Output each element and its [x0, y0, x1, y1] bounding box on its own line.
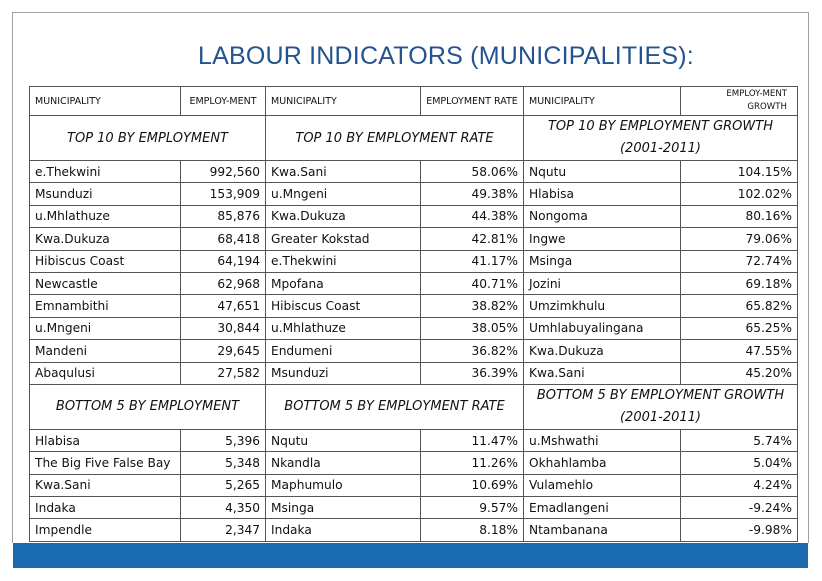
employment-cell: 2,347 — [181, 519, 266, 541]
employment-rate-cell: 44.38% — [421, 205, 524, 227]
municipality-cell: Vulamehlo — [524, 474, 681, 496]
section-header-row — [30, 384, 798, 429]
municipality-cell: Msinga — [266, 497, 421, 519]
municipality-cell: u.Mngeni — [30, 317, 181, 339]
municipality-cell: Newcastle — [30, 272, 181, 294]
employment-growth-cell: -9.24% — [681, 497, 798, 519]
column-header: EMPLOY-MENT GROWTH — [681, 87, 798, 116]
employment-cell: 153,909 — [181, 183, 266, 205]
municipality-cell: Ntambanana — [524, 519, 681, 541]
employment-rate-cell: 42.81% — [421, 228, 524, 250]
table-row — [30, 161, 798, 183]
municipality-cell: e.Thekwini — [266, 250, 421, 272]
section-header-row — [30, 116, 798, 161]
municipality-cell: Mpofana — [266, 272, 421, 294]
page-title: LABOUR INDICATORS (MUNICIPALITIES): — [198, 42, 694, 70]
employment-cell: 27,582 — [181, 362, 266, 384]
municipality-cell: u.Mhlathuze — [30, 205, 181, 227]
municipality-cell: Umzimkhulu — [524, 295, 681, 317]
employment-cell: 5,265 — [181, 474, 266, 496]
employment-growth-cell: 47.55% — [681, 340, 798, 362]
municipality-cell: Mandeni — [30, 340, 181, 362]
table-row — [30, 295, 798, 317]
employment-cell: 62,968 — [181, 272, 266, 294]
employment-growth-cell: 4.24% — [681, 474, 798, 496]
municipality-cell: Emnambithi — [30, 295, 181, 317]
employment-growth-cell: 69.18% — [681, 272, 798, 294]
employment-growth-cell: 102.02% — [681, 183, 798, 205]
table-row — [30, 452, 798, 474]
table-row — [30, 228, 798, 250]
section-label: TOP 10 BY EMPLOYMENT RATE — [266, 116, 524, 161]
footer-bar — [13, 543, 808, 568]
municipality-cell: Jozini — [524, 272, 681, 294]
employment-rate-cell: 8.18% — [421, 519, 524, 541]
employment-cell: 992,560 — [181, 161, 266, 183]
employment-rate-cell: 49.38% — [421, 183, 524, 205]
employment-cell: 29,645 — [181, 340, 266, 362]
table-row — [30, 340, 798, 362]
table-row — [30, 317, 798, 339]
employment-cell: 5,348 — [181, 452, 266, 474]
municipality-cell: Umhlabuyalingana — [524, 317, 681, 339]
municipality-cell: Hibiscus Coast — [266, 295, 421, 317]
municipality-cell: Hibiscus Coast — [30, 250, 181, 272]
employment-growth-cell: 80.16% — [681, 205, 798, 227]
municipality-cell: Indaka — [266, 519, 421, 541]
municipality-cell: Maphumulo — [266, 474, 421, 496]
column-header: EMPLOYMENT RATE — [421, 87, 524, 116]
municipality-cell: Msunduzi — [266, 362, 421, 384]
municipality-cell: Hlabisa — [30, 429, 181, 451]
municipality-cell: Impendle — [30, 519, 181, 541]
municipality-cell: Nkandla — [266, 452, 421, 474]
column-header: EMPLOY-MENT — [181, 87, 266, 116]
employment-growth-cell: 45.20% — [681, 362, 798, 384]
table-row — [30, 183, 798, 205]
column-header: MUNICIPALITY — [524, 87, 681, 116]
section-label: BOTTOM 5 BY EMPLOYMENT RATE — [266, 384, 524, 429]
employment-growth-cell: 79.06% — [681, 228, 798, 250]
municipality-cell: Hlabisa — [524, 183, 681, 205]
employment-growth-cell: 104.15% — [681, 161, 798, 183]
employment-rate-cell: 41.17% — [421, 250, 524, 272]
municipality-cell: Ingwe — [524, 228, 681, 250]
table-row — [30, 205, 798, 227]
labour-indicators-table — [29, 86, 798, 542]
table-row — [30, 497, 798, 519]
employment-cell: 85,876 — [181, 205, 266, 227]
employment-rate-cell: 38.82% — [421, 295, 524, 317]
table-row — [30, 362, 798, 384]
section-label: TOP 10 BY EMPLOYMENT — [30, 116, 266, 161]
section-label: BOTTOM 5 BY EMPLOYMENT GROWTH (2001-2011) — [524, 384, 798, 429]
municipality-cell: Okhahlamba — [524, 452, 681, 474]
municipality-cell: Kwa.Sani — [30, 474, 181, 496]
column-header: MUNICIPALITY — [30, 87, 181, 116]
municipality-cell: e.Thekwini — [30, 161, 181, 183]
municipality-cell: Nqutu — [266, 429, 421, 451]
table-row — [30, 474, 798, 496]
municipality-cell: Kwa.Dukuza — [30, 228, 181, 250]
table-row — [30, 272, 798, 294]
municipality-cell: u.Mhlathuze — [266, 317, 421, 339]
table-row — [30, 519, 798, 541]
employment-growth-cell: -9.98% — [681, 519, 798, 541]
employment-cell: 47,651 — [181, 295, 266, 317]
municipality-cell: u.Mngeni — [266, 183, 421, 205]
column-header-row — [30, 87, 798, 116]
municipality-cell: u.Mshwathi — [524, 429, 681, 451]
employment-cell: 68,418 — [181, 228, 266, 250]
municipality-cell: The Big Five False Bay — [30, 452, 181, 474]
employment-rate-cell: 40.71% — [421, 272, 524, 294]
municipality-cell: Endumeni — [266, 340, 421, 362]
employment-rate-cell: 11.26% — [421, 452, 524, 474]
employment-growth-cell: 5.74% — [681, 429, 798, 451]
municipality-cell: Emadlangeni — [524, 497, 681, 519]
employment-growth-cell: 65.82% — [681, 295, 798, 317]
employment-cell: 30,844 — [181, 317, 266, 339]
employment-rate-cell: 10.69% — [421, 474, 524, 496]
employment-growth-cell: 5.04% — [681, 452, 798, 474]
municipality-cell: Greater Kokstad — [266, 228, 421, 250]
municipality-cell: Msinga — [524, 250, 681, 272]
employment-cell: 64,194 — [181, 250, 266, 272]
employment-rate-cell: 38.05% — [421, 317, 524, 339]
section-label: TOP 10 BY EMPLOYMENT GROWTH (2001-2011) — [524, 116, 798, 161]
employment-rate-cell: 58.06% — [421, 161, 524, 183]
municipality-cell: Kwa.Sani — [524, 362, 681, 384]
employment-growth-cell: 72.74% — [681, 250, 798, 272]
table-row — [30, 250, 798, 272]
municipality-cell: Abaqulusi — [30, 362, 181, 384]
employment-cell: 4,350 — [181, 497, 266, 519]
table-row — [30, 429, 798, 451]
employment-rate-cell: 9.57% — [421, 497, 524, 519]
section-label: BOTTOM 5 BY EMPLOYMENT — [30, 384, 266, 429]
municipality-cell: Kwa.Sani — [266, 161, 421, 183]
municipality-cell: Kwa.Dukuza — [266, 205, 421, 227]
municipality-cell: Kwa.Dukuza — [524, 340, 681, 362]
municipality-cell: Nqutu — [524, 161, 681, 183]
municipality-cell: Indaka — [30, 497, 181, 519]
column-header: MUNICIPALITY — [266, 87, 421, 116]
employment-growth-cell: 65.25% — [681, 317, 798, 339]
municipality-cell: Msunduzi — [30, 183, 181, 205]
municipality-cell: Nongoma — [524, 205, 681, 227]
employment-rate-cell: 11.47% — [421, 429, 524, 451]
employment-rate-cell: 36.39% — [421, 362, 524, 384]
employment-rate-cell: 36.82% — [421, 340, 524, 362]
employment-cell: 5,396 — [181, 429, 266, 451]
